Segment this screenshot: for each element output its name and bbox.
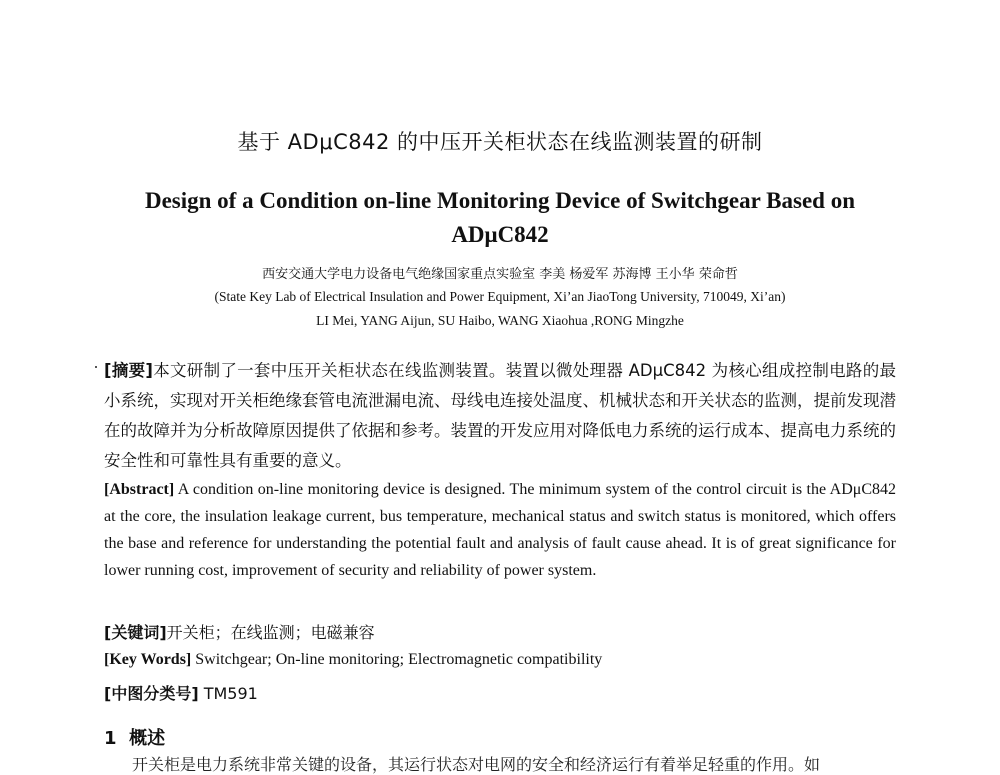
keywords-chinese <box>104 620 896 643</box>
abstract-chinese <box>104 356 896 476</box>
section-number: 1 <box>104 728 117 749</box>
keywords-en-text: Switchgear; On-line monitoring; Electromagnetic compatibility <box>191 651 603 668</box>
abstract-en-label: [Abstract] <box>104 481 175 498</box>
title-chinese: 基于 ADμC842 的中压开关柜状态在线监测装置的研制 <box>237 130 763 154</box>
abstract-cn-label: [摘要] <box>104 361 153 380</box>
authors-english: LI Mei, YANG Aijun, SU Haibo, WANG Xiaohua ,RONG Mingzhe <box>316 313 684 328</box>
classification-label: [中图分类号] <box>104 684 199 703</box>
affiliation-english: (State Key Lab of Electrical Insulation and Power Equipment, Xi’an JiaoTong University, 710049, Xi’an) <box>214 289 786 304</box>
keywords-english <box>104 651 896 669</box>
title-english: Design of a Condition on-line Monitoring Device of Switchgear Based on ADμC842 <box>144 188 856 247</box>
keywords-cn-text: 开关柜；在线监测；电磁兼容 <box>166 623 375 642</box>
margin-mark <box>95 366 97 368</box>
abstract-en-text: A condition on-line monitoring device is designed. The minimum system of the control circuit is the ADμC842 at the core, the insulation leakage current, bus temperature, mechanical status and switch status is monitored, which offers the base and reference for understanding the potential fault and analysis of fault cause ahead. It is of great significance for lower running cost, improvement of security and reliability of power system. <box>104 481 896 579</box>
section-heading <box>104 724 165 750</box>
section-title: 概述 <box>129 728 166 749</box>
affiliation-chinese: 西安交通大学电力设备电气绝缘国家重点实验室 李美 杨爱军 苏海博 王小华 荣命哲 <box>262 267 738 282</box>
abstract-english <box>104 476 896 584</box>
body-first-line: 开关柜是电力系统非常关键的设备，其运行状态对电网的安全和经济运行有着举足轻重的作用。如 <box>132 755 821 774</box>
keywords-cn-label: [关键词] <box>104 623 167 642</box>
classification-text: TM591 <box>198 684 258 703</box>
classification-number <box>104 681 896 704</box>
abstract-cn-text: 本文研制了一套中压开关柜状态在线监测装置。装置以微处理器 ADμC842 为核心组成控制电路的最小系统，实现对开关柜绝缘套管电流泄漏电流、母线电连接处温度、机械状态和开关状态的监测，提前发现潜在的故障并为分析故障原因提供了依据和参考。装置的开发应用对降低电力系统的运行成本、提高电力系统的安全性和可靠性具有重要的意义。 <box>104 361 896 470</box>
keywords-en-label: [Key Words] <box>104 651 192 668</box>
